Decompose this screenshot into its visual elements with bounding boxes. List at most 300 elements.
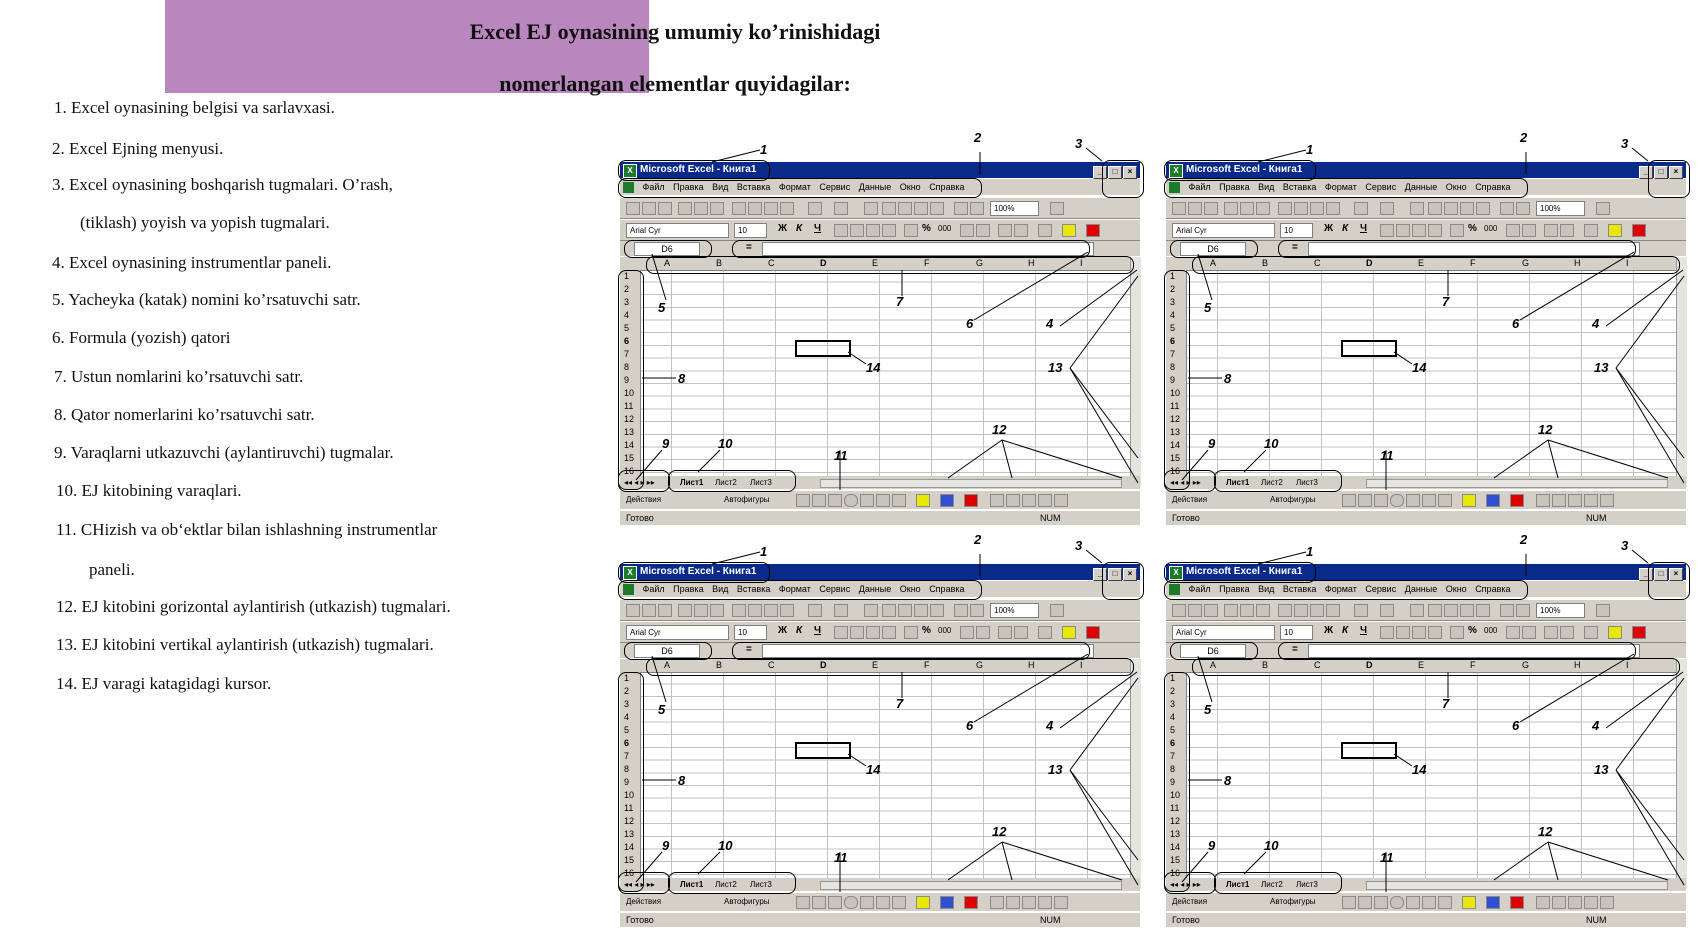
list-item: 9. Varaqlarni utkazuvchi (aylantiruvchi) tugmalar. [54,443,394,462]
column-label: B [1262,660,1269,670]
row-label: 10 [624,790,635,800]
menu-item: Данные [1404,584,1438,594]
row-label: 11 [1170,803,1180,813]
menu-item: Правка [673,584,704,594]
percent-button: % [922,223,931,234]
formula-equals: = [746,242,752,253]
column-label: C [1314,258,1321,268]
sheet-tab: Лист2 [715,478,737,487]
callout-number: 6 [1512,316,1520,331]
callout-number: 11 [834,850,848,865]
row-label: 5 [624,725,630,735]
column-label: I [1080,660,1083,670]
thousands-button: 000 [1484,626,1498,635]
column-label: G [976,258,984,268]
list-item: (tiklash) yoyish va yopish tugmalari. [80,213,330,232]
row-label: 15 [624,855,635,865]
callout-number: 13 [1594,360,1609,375]
callout-number: 6 [1512,718,1520,733]
name-box: D6 [634,242,700,256]
list-item: 10. EJ kitobining varaqlari. [56,481,242,500]
sheet-tab: Лист1 [1226,478,1250,487]
excel-window-screenshot [1158,128,1698,548]
menu-item: Файл [642,182,665,192]
callout-number: 1 [760,142,768,157]
callout-number: 1 [1306,544,1314,559]
callout-number: 12 [1538,824,1553,839]
callout-number: 14 [866,762,881,777]
column-label: I [1626,258,1629,268]
menu-item: Вставка [1282,182,1317,192]
list-item: 3. Excel oynasining boshqarish tugmalari. O’rash, [52,175,393,194]
row-label: 14 [624,842,635,852]
callout-lines [1158,128,1698,548]
row-label: 8 [1170,362,1176,372]
minimize-icon: _ [1639,568,1653,581]
page-title-line-1: Excel EJ oynasining umumiy ko’rinishidagi [469,19,881,44]
menu-item: Формат [778,182,811,192]
close-icon: × [1669,166,1683,179]
row-label: 13 [1170,829,1181,839]
draw-actions-menu: Действия [1172,495,1208,504]
font-name-select: Arial Cyr [1172,625,1275,640]
maximize-icon: □ [1654,166,1668,179]
row-label: 7 [624,349,630,359]
excel-logo-icon: X [1169,164,1183,178]
sheet-tab: Лист2 [715,880,737,889]
name-box: D6 [1180,644,1246,658]
row-label: 1 [1170,673,1176,683]
italic-button: К [1342,625,1349,636]
callout-number: 9 [1208,838,1216,853]
menu-item: Сервис [819,584,851,594]
row-label: 10 [1170,388,1181,398]
column-label: E [1418,258,1425,268]
callout-number: 7 [896,696,904,711]
window-title: Microsoft Excel - Книга1 [640,566,757,577]
callout-lines [612,530,1152,950]
row-label: 10 [1170,790,1181,800]
bold-button: Ж [778,625,788,636]
callout-number: 7 [896,294,904,309]
callout-number: 11 [1380,850,1394,865]
row-label: 2 [1170,686,1176,696]
row-label: 9 [624,777,630,787]
list-item: 13. EJ kitobini vertikal aylantirish (utkazish) tugmalari. [56,635,434,654]
excel-window-screenshot [612,128,1152,548]
sheet-tab: Лист2 [1261,880,1283,889]
column-label: F [924,660,930,670]
bold-button: Ж [1324,223,1334,234]
row-label: 15 [1170,855,1181,865]
menu-item: Данные [858,182,892,192]
callout-number: 4 [1046,316,1054,331]
callout-number: 8 [1224,773,1232,788]
page-title-line-2: nomerlangan elementlar quyidagilar: [499,71,851,96]
menu-item: Файл [642,584,665,594]
menu-item: Окно [1445,584,1467,594]
callout-number: 7 [1442,294,1450,309]
row-label: 5 [1170,725,1176,735]
formula-equals: = [1292,242,1298,253]
callout-number: 4 [1046,718,1054,733]
callout-number: 9 [662,838,670,853]
menu-item: Окно [1445,182,1467,192]
row-label: 1 [624,271,630,281]
num-indicator: NUM [1040,513,1061,523]
menu-item: Формат [1324,584,1357,594]
column-label: C [768,258,775,268]
sheet-nav-arrows: ◂◂ ◂ ▸ ▸▸ [624,880,655,889]
callout-number: 4 [1592,316,1600,331]
status-text: Готово [626,915,654,925]
window-title: Microsoft Excel - Книга1 [1186,566,1303,577]
column-label: B [716,660,723,670]
close-icon: × [1123,568,1137,581]
column-label: H [1574,258,1581,268]
list-item: 2. Excel Ejning menyusi. [52,139,224,158]
row-label: 8 [1170,764,1176,774]
sheet-tab: Лист1 [680,880,704,889]
column-label: F [1470,258,1476,268]
row-label: 13 [624,829,635,839]
row-label: 8 [624,764,630,774]
row-label: 16 [1170,466,1181,476]
column-label: C [768,660,775,670]
column-label: H [1028,660,1035,670]
callout-number: 12 [992,422,1007,437]
excel-screenshot-bottom-left [612,530,1154,925]
callout-number: 8 [678,371,686,386]
menu-item: Файл [1188,584,1211,594]
window-title: Microsoft Excel - Книга1 [1186,164,1303,175]
thousands-button: 000 [1484,224,1498,233]
menu-item: Сервис [1365,584,1397,594]
bold-button: Ж [778,223,788,234]
bold-button: Ж [1324,625,1334,636]
callout-number: 6 [966,316,974,331]
column-label: B [1262,258,1269,268]
sheet-tab: Лист3 [1296,478,1318,487]
callout-lines [612,128,1152,548]
list-item: 7. Ustun nomlarini ko’rsatuvchi satr. [54,367,304,386]
row-label: 5 [624,323,630,333]
minimize-icon: _ [1093,166,1107,179]
list-item: 14. EJ varagi katagidagi kursor. [56,674,272,693]
zoom-select: 100% [1536,603,1585,618]
row-label: 6 [624,336,630,346]
row-label: 11 [624,401,634,411]
callout-number: 5 [658,702,666,717]
row-label: 2 [624,284,630,294]
row-label: 6 [1170,738,1176,748]
draw-actions-menu: Действия [626,495,662,504]
callout-number: 10 [718,838,733,853]
callout-number: 4 [1592,718,1600,733]
maximize-icon: □ [1654,568,1668,581]
italic-button: К [796,625,803,636]
sheet-tab: Лист3 [750,880,772,889]
callout-number: 3 [1621,136,1629,151]
sheet-tab: Лист3 [1296,880,1318,889]
italic-button: К [1342,223,1349,234]
callout-number: 5 [1204,702,1212,717]
callout-number: 10 [718,436,733,451]
zoom-select: 100% [990,201,1039,216]
row-label: 14 [1170,440,1181,450]
callout-number: 2 [974,532,982,547]
autoshapes-menu: Автофигуры [1270,495,1316,504]
column-label: H [1574,660,1581,670]
draw-actions-menu: Действия [1172,897,1208,906]
column-label: H [1028,258,1035,268]
row-label: 12 [1170,414,1181,424]
column-label: E [872,660,879,670]
row-label: 7 [1170,349,1176,359]
callout-number: 3 [1621,538,1629,553]
row-label: 13 [1170,427,1181,437]
sheet-tab: Лист2 [1261,478,1283,487]
callout-number: 14 [1412,360,1427,375]
list-item: 6. Formula (yozish) qatori [52,328,231,347]
row-label: 3 [624,699,630,709]
row-label: 4 [1170,310,1176,320]
font-size-select: 10 [1280,223,1313,238]
column-label: A [664,258,671,268]
row-label: 1 [1170,271,1176,281]
close-icon: × [1669,568,1683,581]
row-label: 9 [1170,375,1176,385]
column-label: F [1470,660,1476,670]
menu-item: Сервис [1365,182,1397,192]
row-label: 12 [624,414,635,424]
menu-item: Данные [1404,182,1438,192]
menu-item: Вид [1258,584,1275,594]
font-name-select: Arial Cyr [626,625,729,640]
row-label: 2 [624,686,630,696]
callout-number: 10 [1264,436,1279,451]
row-label: 3 [624,297,630,307]
minimize-icon: _ [1093,568,1107,581]
status-text: Готово [1172,513,1200,523]
row-label: 11 [624,803,634,813]
font-name-select: Arial Cyr [626,223,729,238]
column-label: D [820,660,827,670]
sheet-tab: Лист1 [1226,880,1250,889]
column-label: I [1080,258,1083,268]
callout-number: 13 [1048,360,1063,375]
menu-item: Вид [1258,182,1275,192]
callout-number: 14 [866,360,881,375]
excel-screenshot-top-right [1158,128,1679,528]
status-text: Готово [626,513,654,523]
callout-number: 3 [1075,136,1083,151]
menu-item: Окно [899,182,921,192]
callout-number: 13 [1594,762,1609,777]
status-text: Готово [1172,915,1200,925]
callout-lines [1158,530,1698,950]
font-size-select: 10 [734,223,767,238]
sheet-nav-arrows: ◂◂ ◂ ▸ ▸▸ [624,478,655,487]
callout-number: 11 [1380,448,1394,463]
row-label: 14 [624,440,635,450]
draw-actions-menu: Действия [626,897,662,906]
column-label: G [1522,660,1530,670]
row-label: 12 [1170,816,1181,826]
num-indicator: NUM [1586,513,1607,523]
row-label: 8 [624,362,630,372]
excel-logo-icon: X [623,566,637,580]
callout-number: 3 [1075,538,1083,553]
menu-item: Правка [1219,182,1250,192]
excel-logo-icon: X [623,164,637,178]
column-label: B [716,258,723,268]
sheet-tab: Лист3 [750,478,772,487]
thousands-button: 000 [938,224,952,233]
row-label: 3 [1170,297,1176,307]
column-label: I [1626,660,1629,670]
row-label: 2 [1170,284,1176,294]
callout-number: 6 [966,718,974,733]
italic-button: К [796,223,803,234]
maximize-icon: □ [1108,568,1122,581]
callout-number: 5 [1204,300,1212,315]
menu-item: Окно [899,584,921,594]
column-label: A [1210,258,1217,268]
menu-item: Данные [858,584,892,594]
excel-window-screenshot [612,530,1152,950]
menu-item: Вставка [1282,584,1317,594]
column-label: A [1210,660,1217,670]
callout-number: 13 [1048,762,1063,777]
font-size-select: 10 [1280,625,1313,640]
menu-item: Справка [1475,584,1511,594]
autoshapes-menu: Автофигуры [724,495,770,504]
row-label: 9 [624,375,630,385]
formula-equals: = [746,644,752,655]
maximize-icon: □ [1108,166,1122,179]
row-label: 4 [624,310,630,320]
column-label: D [1366,660,1373,670]
callout-number: 10 [1264,838,1279,853]
menu-item: Справка [1475,182,1511,192]
menu-item: Справка [929,584,965,594]
menu-item: Файл [1188,182,1211,192]
excel-screenshot-top-left [612,128,1154,528]
font-name-select: Arial Cyr [1172,223,1275,238]
num-indicator: NUM [1040,915,1061,925]
row-label: 6 [624,738,630,748]
excel-screenshot-bottom-right [1158,530,1679,925]
row-label: 16 [624,466,635,476]
column-label: A [664,660,671,670]
column-label: E [872,258,879,268]
list-item: 8. Qator nomerlarini ko’rsatuvchi satr. [54,405,315,424]
row-label: 7 [624,751,630,761]
column-label: D [1366,258,1373,268]
excel-window-screenshot [1158,530,1698,950]
callout-number: 11 [834,448,848,463]
autoshapes-menu: Автофигуры [724,897,770,906]
callout-number: 12 [1538,422,1553,437]
font-size-select: 10 [734,625,767,640]
window-title: Microsoft Excel - Книга1 [640,164,757,175]
menu-item: Вид [712,182,729,192]
row-label: 12 [624,816,635,826]
callout-number: 1 [1306,142,1314,157]
row-label: 16 [624,868,635,878]
list-item: 4. Excel oynasining instrumentlar paneli. [52,253,332,272]
column-label: E [1418,660,1425,670]
callout-number: 8 [1224,371,1232,386]
sheet-tab: Лист1 [680,478,704,487]
menu-item: Справка [929,182,965,192]
row-label: 4 [624,712,630,722]
thousands-button: 000 [938,626,952,635]
column-label: G [976,660,984,670]
menu-item: Сервис [819,182,851,192]
name-box: D6 [1180,242,1246,256]
callout-number: 1 [760,544,768,559]
row-label: 5 [1170,323,1176,333]
row-label: 1 [624,673,630,683]
minimize-icon: _ [1639,166,1653,179]
underline-button: Ч [814,223,822,234]
row-label: 15 [624,453,635,463]
close-icon: × [1123,166,1137,179]
menu-item: Формат [1324,182,1357,192]
zoom-select: 100% [1536,201,1585,216]
formula-equals: = [1292,644,1298,655]
zoom-select: 100% [990,603,1039,618]
callout-number: 9 [662,436,670,451]
sheet-nav-arrows: ◂◂ ◂ ▸ ▸▸ [1170,478,1201,487]
excel-logo-icon: X [1169,566,1183,580]
menu-item: Правка [1219,584,1250,594]
row-label: 9 [1170,777,1176,787]
row-label: 3 [1170,699,1176,709]
row-label: 10 [624,388,635,398]
callout-number: 2 [974,130,982,145]
underline-button: Ч [1360,223,1368,234]
list-item: paneli. [89,560,135,579]
list-item: 12. EJ kitobini gorizontal aylantirish (utkazish) tugmalari. [56,597,451,616]
autoshapes-menu: Автофигуры [1270,897,1316,906]
underline-button: Ч [814,625,822,636]
row-label: 13 [624,427,635,437]
column-label: F [924,258,930,268]
callout-number: 7 [1442,696,1450,711]
column-label: C [1314,660,1321,670]
list-item: 11. CHizish va ob‘ektlar bilan ishlashning instrumentlar [56,520,438,539]
menu-item: Вставка [736,182,771,192]
callout-number: 5 [658,300,666,315]
row-label: 11 [1170,401,1180,411]
menu-item: Формат [778,584,811,594]
menu-item: Вид [712,584,729,594]
row-label: 15 [1170,453,1181,463]
row-label: 6 [1170,336,1176,346]
menu-item: Правка [673,182,704,192]
column-label: G [1522,258,1530,268]
list-item: 1. Excel oynasining belgisi va sarlavxasi. [54,98,335,117]
row-label: 14 [1170,842,1181,852]
row-label: 4 [1170,712,1176,722]
callout-number: 12 [992,824,1007,839]
callout-number: 8 [678,773,686,788]
underline-button: Ч [1360,625,1368,636]
sheet-nav-arrows: ◂◂ ◂ ▸ ▸▸ [1170,880,1201,889]
